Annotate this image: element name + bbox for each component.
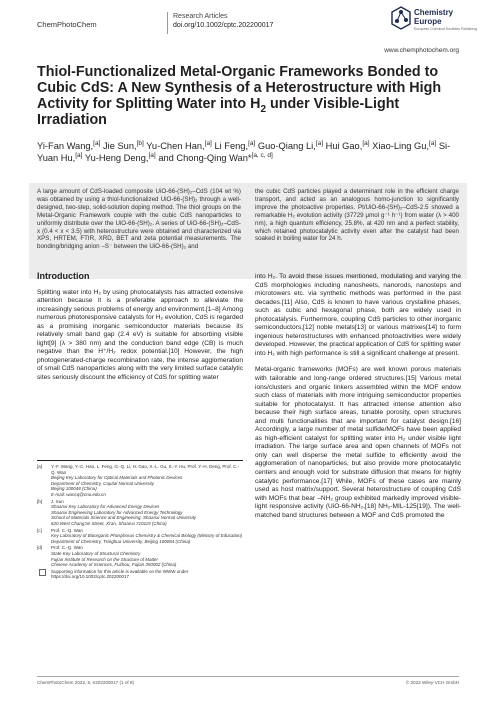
affiliation-line: Prof. C.-Q. Wan bbox=[51, 527, 83, 533]
author-name[interactable]: Hui Gao, bbox=[325, 141, 363, 151]
affiliation-key: [b] bbox=[37, 498, 43, 504]
affiliations bbox=[37, 460, 243, 580]
author-name[interactable]: Guo-Qiang Li, bbox=[257, 141, 316, 151]
affiliation-key: [c] bbox=[37, 527, 42, 533]
introduction-heading: Introduction bbox=[37, 271, 90, 281]
right-paragraph-1: into H₂. To avoid these issues mentioned, modulating and varying the CdS morphologies including nanosheets, nanorods, nanosteps and microtowers etc. via synthetic methods was performed in the past decades.[11] Also, CdS is known to have various crystalline phases, such as cubic and hexagonal phase, both are widely used in photocatalysis. Furthermore, coupling CdS particles to other inorganic semiconductors,[12] noble metals[13] or various matrixes[14] to form ingenious heterostructures with enhanced photoactivities were widely developed. However, the practical application of CdS for splitting water into H₂ with high performance is still a significant challenge at present. bbox=[255, 273, 461, 357]
affiliation-line: Beijing 100048 (China) bbox=[51, 486, 97, 492]
affiliation-line: E-mail: wancq@cnu.edu.cn bbox=[51, 491, 106, 497]
affiliation-line: State Key Laboratory of Structural Chemistry bbox=[51, 550, 141, 556]
author-affiliation-mark: [a] bbox=[429, 139, 437, 147]
abstract-right: the cubic CdS particles played a determinant role in the efficient charge transport, and acted as an analogous homo-junction to significantly improve the photoactive properties. Pt/UiO-66-(SH)₂–CdS-2.5 showed a remarkable H₂ evolution activity (37729 μmol g⁻¹ h⁻¹) from water (λ > 400 nm), a high quantum efficiency, 25.8%, at 420 nm and a perfect stability, which retained photocatalytic activity even after the catalyst had been soaked in boiling water for 24 h. bbox=[255, 188, 459, 243]
affiliation-item bbox=[37, 499, 243, 527]
affiliation-item bbox=[37, 545, 243, 567]
author-name[interactable]: Xiao-Ling Gu, bbox=[372, 141, 429, 151]
author-affiliation-mark: [a] bbox=[248, 139, 256, 147]
affiliation-item bbox=[37, 464, 243, 498]
right-column bbox=[255, 273, 461, 528]
affiliation-line: 620 West Chang'an Street, Xi'an, Shaanxi 710119 (China) bbox=[51, 520, 167, 526]
article-title bbox=[37, 64, 462, 128]
author-affiliation-mark: [b] bbox=[136, 139, 144, 147]
author-affiliation-mark: [a] bbox=[93, 139, 101, 147]
affiliation-line: Fujian Institute of Research on the Structure of Matter bbox=[51, 556, 159, 562]
logo-line-3: European Chemical Societies Publishing bbox=[414, 27, 478, 31]
article-type: Research Articles bbox=[173, 13, 228, 20]
affiliation-line: Beijing Key Laboratory for Optical Materials and Photonic Devices bbox=[51, 475, 183, 481]
affiliation-line: Prof. C.-Q. Wan bbox=[51, 545, 83, 551]
supporting-info-text: Supporting information for this article is available on the WWW under https://doi.org/10.1002/cptc.202200017 bbox=[51, 568, 189, 580]
affiliation-item bbox=[37, 528, 243, 545]
page-header bbox=[0, 0, 496, 40]
page-footer bbox=[37, 676, 459, 685]
supporting-info[interactable] bbox=[37, 569, 243, 580]
footer-citation: ChemPhotoChem 2022, 6, e202200017 (1 of 8) bbox=[37, 680, 135, 685]
affiliation-line: Department of Chemistry, Capital Normal University bbox=[51, 480, 154, 486]
intro-paragraph: Splitting water into H₂ by using photocatalysts has attracted extensive attention because it is a preferable approach to alleviate the increasingly serious problems of energy and environment.[1–8] Among numerous photoresponsive catalysts for H₂ evolution, CdS is regarded as a promising inorganic semiconductor materials because its relatively small band gap (2.4 eV) is suitable for absorbing visible light[9] (λ > 380 nm) and the conduction band edge (CB) is much negative than the H⁺/H₂ redox potential.[10] However, the high photogenerated-charge recombination rate, the intense agglomeration of small CdS nanoparticles along with the very limited surface catalytic sites seriously discount the efficiency of CdS for splitting water bbox=[37, 288, 243, 382]
supporting-info-icon bbox=[39, 569, 46, 576]
affiliation-line: Y.-F. Wang, Y.-C. Han, L. Feng, G.-Q. Li, H. Gao, X.-L. Gu, S.-Y. Hu, Prof. Y.-H. Deng, Prof. C.-Q. Wan bbox=[51, 464, 240, 475]
journal-name: ChemPhotoChem bbox=[37, 20, 97, 29]
author-affiliation-mark: [a] bbox=[315, 139, 324, 147]
left-column bbox=[37, 271, 243, 391]
author-name[interactable]: Yu-Chen Han, bbox=[146, 141, 205, 151]
chemistry-europe-logo-icon bbox=[390, 6, 412, 30]
affiliation-line: Department of Chemistry, Tsinghua University, Beijing 100084 (China) bbox=[51, 538, 191, 544]
author-name[interactable]: Yu-Heng Deng, bbox=[84, 153, 149, 163]
affiliation-key: [a] bbox=[37, 464, 43, 469]
logo-line-1: Chemistry bbox=[414, 8, 454, 17]
author-affiliation-mark: [a] bbox=[75, 151, 83, 159]
author-name[interactable]: Yi-Fan Wang, bbox=[37, 141, 94, 151]
affiliation-line: Shaanxi Key Laboratory for Advanced Energy Devices bbox=[51, 504, 160, 510]
author-name[interactable]: Jie Sun, bbox=[102, 141, 137, 151]
affiliation-line: Chinese Academy of Sciences, Fuzhou, Fujian 350002 (China) bbox=[51, 562, 177, 568]
author-name[interactable]: and Chong-Qing Wan* bbox=[158, 153, 252, 163]
doi-link[interactable]: doi.org/10.1002/cptc.202200017 bbox=[173, 22, 274, 29]
affiliation-key: [d] bbox=[37, 545, 43, 551]
abstract-left: A large amount of CdS-loaded composite UiO-66-(SH)₂–CdS (104 wt %) was obtained by using a thiol-functionalized UiO-66-(SH)₂ through a well-designed, two-step, solid-solution doping method. The thiol groups on the Metal-Organic Framework couple with the cubic CdS nanoparticles to uniformly distribute over the UiO-66-(SH)₂. A series of UiO-66-(SH)₂–CdS-x (0.4 < x < 3.5) with heterostructure were obtained and characterized via XPS, HRTEM, FTIR, XRD, BET and zeta potential measurements. The bonding/bridging anion –S⁻ between the UiO-66-(SH)₂ and bbox=[37, 188, 241, 251]
title-main: Thiol-Functionalized Metal-Organic Frameworks Bonded to Cubic CdS: A New Synthesis of a Heterostructure with High Activity for Splitting Water into H bbox=[37, 64, 442, 112]
chemistry-europe-logo[interactable] bbox=[390, 6, 480, 34]
author-affiliation-mark: [a, c, d] bbox=[251, 151, 273, 159]
logo-line-2: Europe bbox=[414, 17, 442, 26]
abstract-box bbox=[29, 183, 467, 279]
author-name[interactable]: Li Feng, bbox=[214, 141, 249, 151]
affiliation-line: Shaanxi Engineering Laboratory for Advanced Energy Technology bbox=[51, 509, 183, 515]
author-list bbox=[37, 140, 462, 164]
footer-copyright: © 2022 Wiley-VCH GmbH bbox=[405, 680, 459, 685]
journal-website[interactable]: www.chemphotochem.org bbox=[384, 47, 459, 54]
title-subscript: 2 bbox=[260, 103, 267, 115]
affiliation-line: J. Sun bbox=[51, 498, 64, 504]
author-affiliation-mark: [a] bbox=[362, 139, 370, 147]
right-paragraph-2: Metal-organic frameworks (MOFs) are well known porous materials with tailorable and long-range ordered structures.[15] Various metal ions/clusters and organic linkers assembled within the MOF endow such class of materials with more intriguing semiconductor properties suitable for photocatalyst. It has attracted intense attention also because their high surface areas, tunable porosity, open structures and multi functionalities that are important for catalyst design.[16] Accordingly, a large number of metal sulfide/MOFs have been applied as high-efficient catalyst for splitting water into H₂ under visible light irradiation. The large surface area and open channels of MOFs not only can well disperse the metal sulfide to efficiently avoid the agglomeration of nanoparticles, but also provide more photocatalytic centers and enough void for substrate diffusion that means for highly catalytic performance.[17] While, MOFs of these cases are mainly used as host matrix/support. Several heterostructure of coupling CdS with MOFs that bear –NH₂ group exhibited markedly improved visible-light responsive activity (UiO-66-NH₂,[18] NH₂-MIL-125[19]). The well-matched band structures between a MOF and CdS promoted the bbox=[255, 366, 461, 519]
author-affiliation-mark: [a] bbox=[148, 151, 156, 159]
author-affiliation-mark: [a] bbox=[204, 139, 212, 147]
title-tail: under Visible-Light Irradiation bbox=[37, 96, 400, 128]
author-name[interactable]: Si-Yuan Hu, bbox=[37, 141, 451, 163]
affiliation-line: Key Laboratory of Bioorganic Phosphorus Chemistry & Chemical Biology (Ministry of Education) bbox=[51, 533, 243, 539]
affiliation-line: School of Materials Science and Engineering, Shaanxi Normal University bbox=[51, 515, 197, 521]
header-divider bbox=[167, 12, 168, 34]
